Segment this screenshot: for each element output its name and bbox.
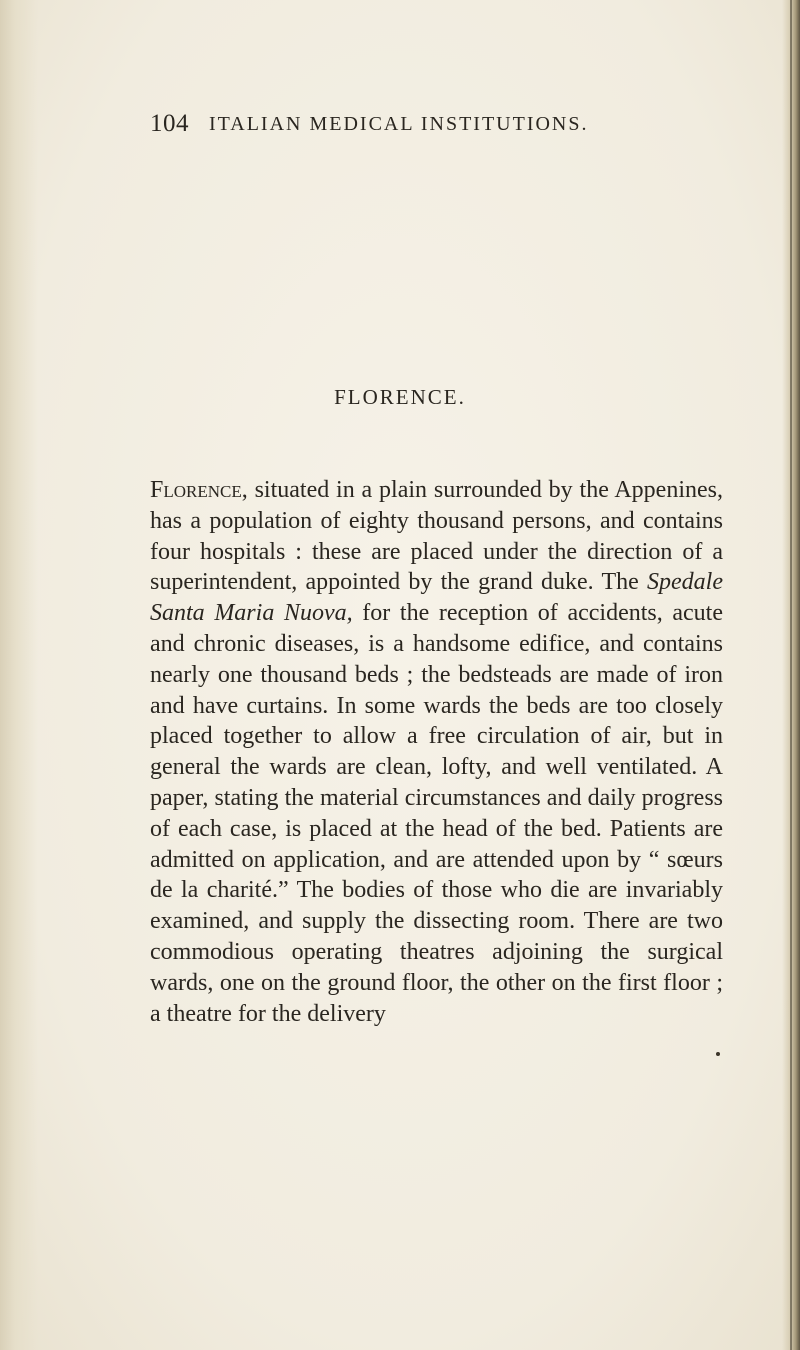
page-gutter-shadow (0, 0, 38, 1350)
running-head: ITALIAN MEDICAL INSTITUTIONS. (209, 113, 589, 135)
ink-speck (716, 1052, 720, 1056)
page-number: 104 (150, 110, 189, 137)
body-text-part2: for the reception of accidents, acute and chronic diseases, is a handsome edifice, and contains nearly one thousand beds ; the bedsteads are made of iron and have curtains. In some wards the beds are too closely placed together to allow a free circulation of air, but in general the wards are clean, lofty, and well ventilated. A paper, stating the material circumstances and daily progress of each case, is placed at the head of the bed. Patients are admitted on application, and are attended upon by “ sœurs de la charité.” The bodies of those who die are invariably examined, and supply the dissecting room. There are two commodious operating theatres adjoining the surgical wards, one on the ground floor, the other on the first floor ; a theatre for the delivery (150, 600, 723, 1027)
body-text-part1: situated in a plain surrounded by the Appenines, has a population of eighty thousand persons, and contains four hospitals : these are placed under the direction of a superintendent, appointed by the grand duke. The (150, 477, 723, 596)
body-paragraph (150, 475, 723, 1029)
page-edge-line (790, 0, 792, 1350)
hospital-name: Spedale Santa Maria Nuova, (150, 569, 723, 627)
lead-word: Florence, (150, 477, 248, 503)
page-header (150, 110, 710, 150)
section-title: FLORENCE. (334, 385, 466, 409)
